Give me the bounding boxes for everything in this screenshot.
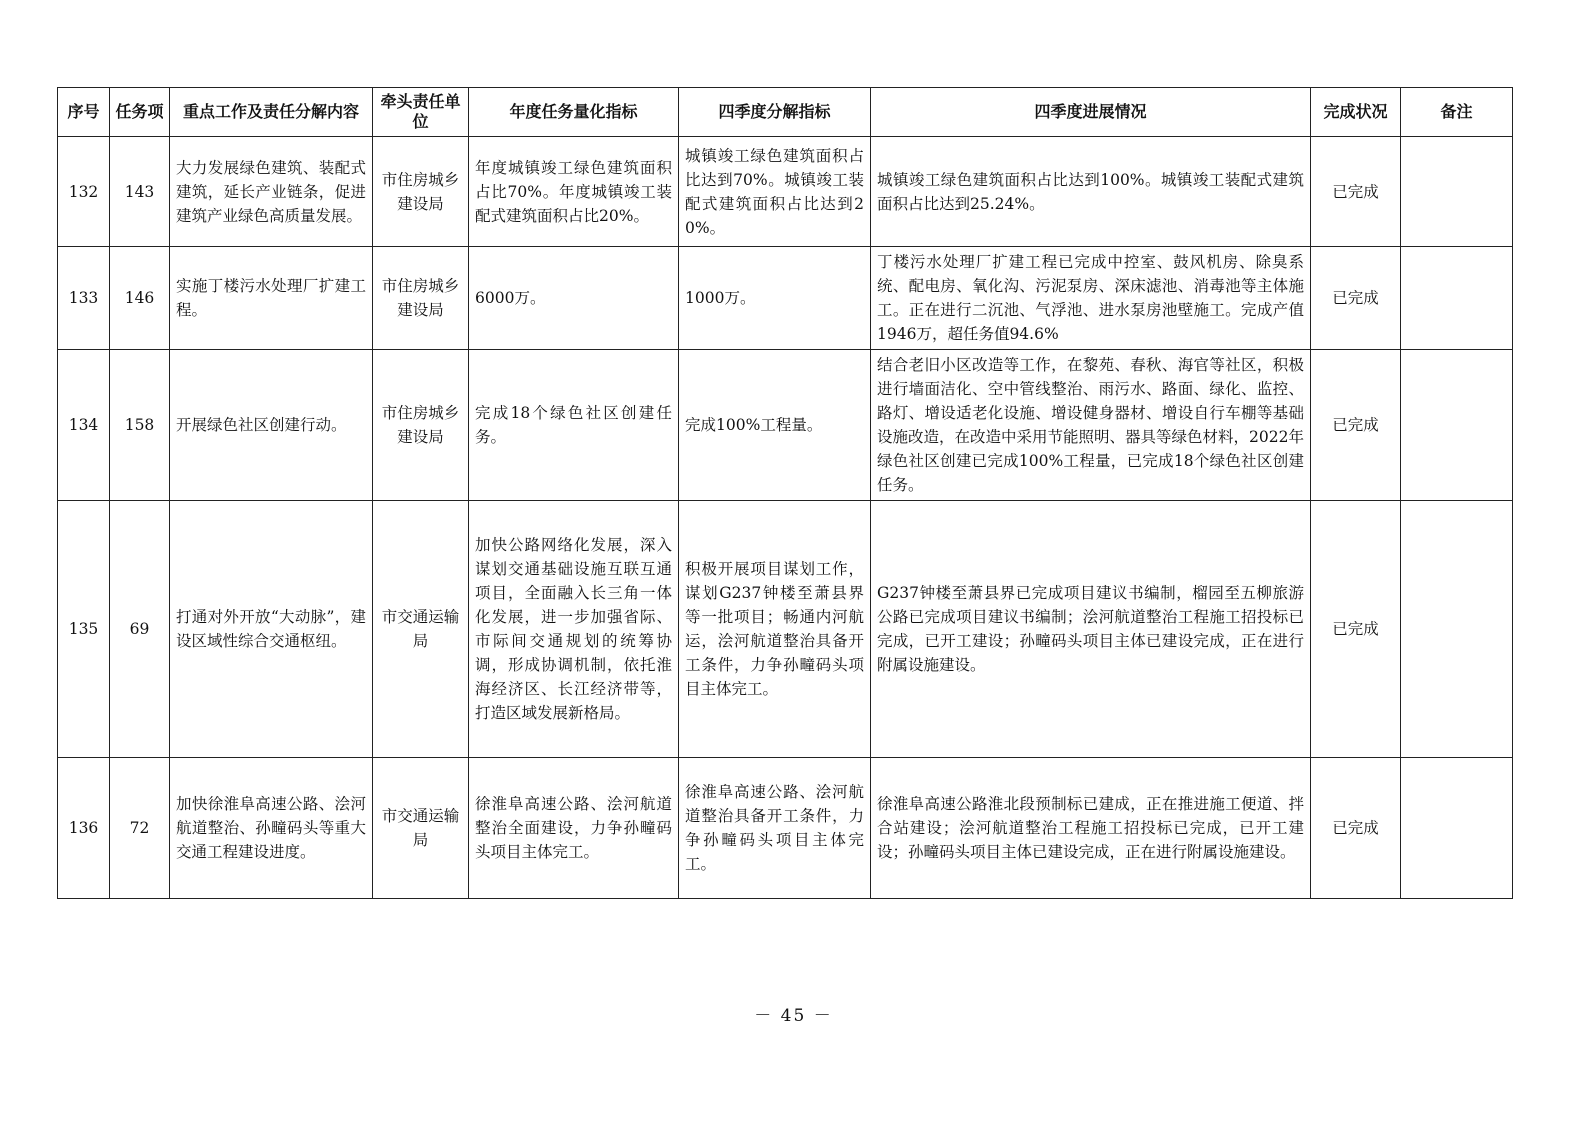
- cell-task: 158: [110, 350, 170, 501]
- cell-progress: 徐淮阜高速公路淮北段预制标已建成，正在推进施工便道、拌合站建设；浍河航道整治工程施工招投标已完成，已开工建设；孙疃码头项目主体已建设完成，正在进行附属设施建设。: [871, 758, 1311, 899]
- cell-unit: 市住房城乡建设局: [373, 247, 469, 350]
- table-row: [58, 758, 1513, 899]
- header-q4target: 四季度分解指标: [679, 88, 871, 137]
- cell-seq: 136: [58, 758, 110, 899]
- header-task: 任务项: [110, 88, 170, 137]
- task-table: [57, 87, 1513, 899]
- header-annual: 年度任务量化指标: [469, 88, 679, 137]
- cell-content: 加快徐淮阜高速公路、浍河航道整治、孙疃码头等重大交通工程建设进度。: [170, 758, 373, 899]
- cell-remark: [1401, 758, 1513, 899]
- cell-annual: 6000万。: [469, 247, 679, 350]
- cell-seq: 133: [58, 247, 110, 350]
- cell-annual: 徐淮阜高速公路、浍河航道整治全面建设，力争孙疃码头项目主体完工。: [469, 758, 679, 899]
- cell-status: 已完成: [1311, 137, 1401, 247]
- cell-progress: 结合老旧小区改造等工作，在黎苑、春秋、海官等社区，积极进行墙面洁化、空中管线整治、雨污水、路面、绿化、监控、路灯、增设适老化设施、增设健身器材、增设自行车棚等基础设施改造，在改造中采用节能照明、器具等绿色材料，2022年绿色社区创建已完成100%工程量，已完成18个绿色社区创建任务。: [871, 350, 1311, 501]
- cell-q4target: 徐淮阜高速公路、浍河航道整治具备开工条件，力争孙疃码头项目主体完工。: [679, 758, 871, 899]
- cell-unit: 市交通运输局: [373, 758, 469, 899]
- cell-annual: 年度城镇竣工绿色建筑面积占比70%。年度城镇竣工装配式建筑面积占比20%。: [469, 137, 679, 247]
- cell-annual: 加快公路网络化发展，深入谋划交通基础设施互联互通项目，全面融入长三角一体化发展，进一步加强省际、市际间交通规划的统筹协调，形成协调机制，依托淮海经济区、长江经济带等，打造区域发展新格局。: [469, 501, 679, 758]
- cell-status: 已完成: [1311, 501, 1401, 758]
- header-seq: 序号: [58, 88, 110, 137]
- cell-status: 已完成: [1311, 758, 1401, 899]
- cell-remark: [1401, 247, 1513, 350]
- header-remark: 备注: [1401, 88, 1513, 137]
- cell-task: 69: [110, 501, 170, 758]
- cell-task: 146: [110, 247, 170, 350]
- header-status: 完成状况: [1311, 88, 1401, 137]
- cell-remark: [1401, 350, 1513, 501]
- cell-remark: [1401, 501, 1513, 758]
- cell-annual: 完成18个绿色社区创建任务。: [469, 350, 679, 501]
- cell-task: 143: [110, 137, 170, 247]
- table-row: [58, 137, 1513, 247]
- cell-remark: [1401, 137, 1513, 247]
- cell-unit: 市住房城乡建设局: [373, 350, 469, 501]
- cell-q4target: 完成100%工程量。: [679, 350, 871, 501]
- header-progress: 四季度进展情况: [871, 88, 1311, 137]
- cell-content: 实施丁楼污水处理厂扩建工程。: [170, 247, 373, 350]
- table-row: [58, 350, 1513, 501]
- header-unit: 牵头责任单位: [373, 88, 469, 137]
- table-row: [58, 501, 1513, 758]
- cell-seq: 132: [58, 137, 110, 247]
- header-content: 重点工作及责任分解内容: [170, 88, 373, 137]
- cell-content: 打通对外开放“大动脉”，建设区域性综合交通枢纽。: [170, 501, 373, 758]
- cell-q4target: 1000万。: [679, 247, 871, 350]
- page-number: － 45 －: [754, 1006, 833, 1026]
- cell-progress: G237钟楼至萧县界已完成项目建议书编制，榴园至五柳旅游公路已完成项目建议书编制；浍河航道整治工程施工招投标已完成，已开工建设；孙疃码头项目主体已建设完成，正在进行附属设施建设。: [871, 501, 1311, 758]
- cell-seq: 135: [58, 501, 110, 758]
- cell-status: 已完成: [1311, 247, 1401, 350]
- table-row: [58, 247, 1513, 350]
- cell-q4target: 积极开展项目谋划工作，谋划G237钟楼至萧县界等一批项目；畅通内河航运，浍河航道整治具备开工条件，力争孙疃码头项目主体完工。: [679, 501, 871, 758]
- cell-progress: 丁楼污水处理厂扩建工程已完成中控室、鼓风机房、除臭系统、配电房、氧化沟、污泥泵房、深床滤池、消毒池等主体施工。正在进行二沉池、气浮池、进水泵房池壁施工。完成产值1946万，超任务值94.6%: [871, 247, 1311, 350]
- cell-q4target: 城镇竣工绿色建筑面积占比达到70%。城镇竣工装配式建筑面积占比达到20%。: [679, 137, 871, 247]
- header-row: [58, 88, 1513, 137]
- cell-status: 已完成: [1311, 350, 1401, 501]
- cell-seq: 134: [58, 350, 110, 501]
- cell-progress: 城镇竣工绿色建筑面积占比达到100%。城镇竣工装配式建筑面积占比达到25.24%。: [871, 137, 1311, 247]
- cell-content: 开展绿色社区创建行动。: [170, 350, 373, 501]
- cell-unit: 市交通运输局: [373, 501, 469, 758]
- cell-content: 大力发展绿色建筑、装配式建筑，延长产业链条，促进建筑产业绿色高质量发展。: [170, 137, 373, 247]
- cell-task: 72: [110, 758, 170, 899]
- cell-unit: 市住房城乡建设局: [373, 137, 469, 247]
